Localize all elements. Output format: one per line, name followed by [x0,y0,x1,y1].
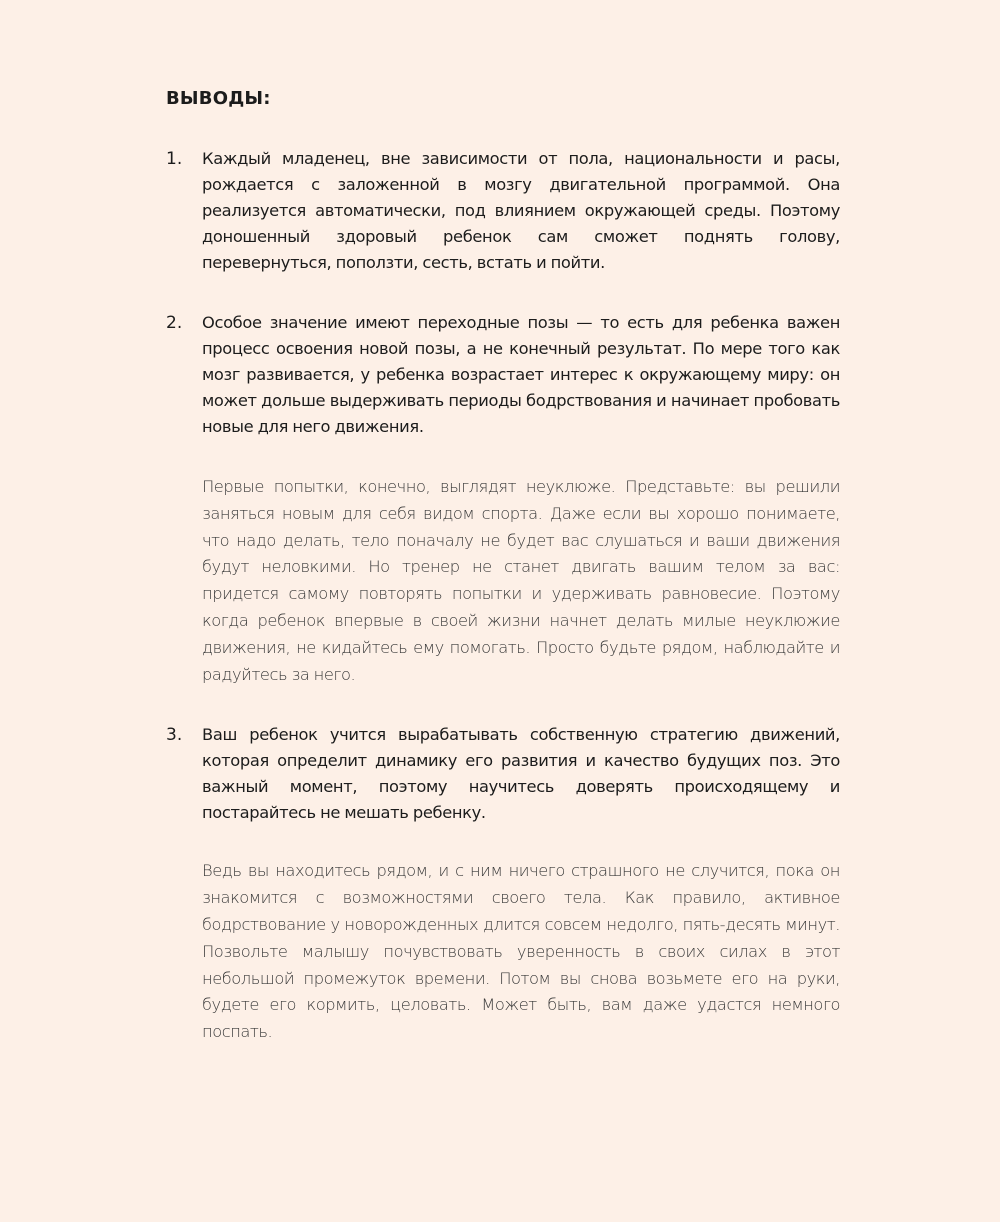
item-number: 1. [166,149,183,169]
item-body-paragraph: Ведь вы находитесь рядом, и с ним ничего страшного не случится, пока он знакомится с возможностями своего тела. Как правило, активное бодрствование у новорожденных длится совсем недолго, пять-десять минут. Позвольте малышу почувствовать уверенность в своих силах в этот небольшой промежуток времени. Потом вы снова возьмете его на руки, будете его кормить, целовать. Может быть, вам даже удастся немного поспать. [202,861,840,1042]
document-page [166,86,840,1080]
item-number: 3. [166,725,183,746]
item-number: 2. [166,313,183,333]
section-heading: ВЫВОДЫ: [166,88,271,109]
conclusion-item-2 [166,310,840,688]
item-lead-paragraph: Особое значение имеют переходные позы — то есть для ребенка важен процесс освоения новой позы, а не конечный результат. По мере того как мозг развивается, у ребенка возрастает интерес к окружающему миру: он может дольше выдерживать периоды бодрствования и начинает пробовать новые для него движения. [202,313,840,436]
conclusion-item-3 [166,722,840,1046]
item-lead-paragraph: Каждый младенец, вне зависимости от пола, национальности и расы, рождается с заложенной в мозгу двигательной программой. Она реализуется автоматически, под влиянием окружающей среды. Поэтому доношенный здоровый ребенок сам сможет поднять голову, перевернуться, поползти, сесть, встать и пойти. [202,149,840,272]
conclusion-item-1 [166,146,840,276]
item-lead-paragraph: Ваш ребенок учится вырабатывать собственную стратегию движений, которая определит динамику его развития и качество будущих поз. Это важный момент, поэтому научитесь доверять происходящему и постарайтесь не мешать ребенку. [202,725,840,823]
item-body-paragraph: Первые попытки, конечно, выглядят неуклюже. Представьте: вы решили заняться новым для себя видом спорта. Даже если вы хорошо понимаете, что надо делать, тело поначалу не будет вас слушаться и ваши движения будут неловкими. Но тренер не станет двигать вашим телом за вас: придется самому повторять попытки и удерживать равновесие. Поэтому когда ребенок впервые в своей жизни начнет делать милые неуклюжие движения, не кидайтесь ему помогать. Просто будьте рядом, наблюдайте и радуйтесь за него. [202,477,840,684]
